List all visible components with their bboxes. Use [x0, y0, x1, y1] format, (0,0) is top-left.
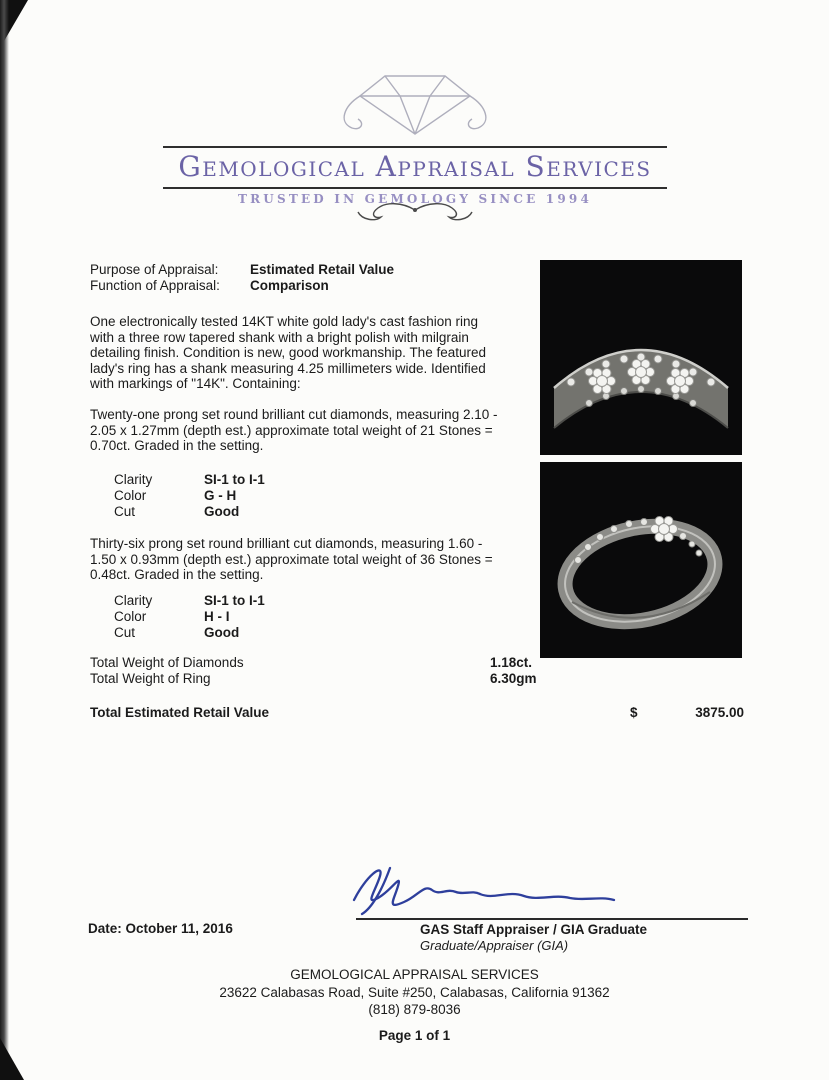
page-number: Page 1 of 1	[378, 1028, 451, 1043]
clarity-row	[114, 593, 265, 609]
retail-value-label: Total Estimated Retail Value	[90, 705, 270, 720]
color-label: Color	[114, 609, 147, 624]
total-diamonds-value: 1.18ct.	[490, 655, 533, 670]
clarity-value: SI-1 to I-1	[204, 593, 265, 608]
color-label: Color	[114, 488, 147, 503]
cut-row	[114, 504, 265, 520]
footer-contact-block	[0, 966, 829, 1019]
retail-value-amount: 3875.00	[695, 705, 744, 720]
cut-value: Good	[204, 504, 240, 519]
diamond-logo-icon	[300, 70, 530, 144]
appraisal-fields	[90, 262, 394, 294]
clarity-row	[114, 472, 265, 488]
stone-2-specs	[114, 593, 265, 641]
color-row	[114, 488, 265, 504]
purpose-value: Estimated Retail Value	[250, 262, 395, 277]
flourish-ornament-icon	[350, 199, 480, 223]
scan-edge-artifact	[0, 0, 9, 1080]
totals-labels	[90, 655, 244, 687]
item-description: One electronically tested 14KT white gold lady's cast fashion ring with a three row tapered shank with a bright polish with milgrain detailing finish. Condition is new, good workmanship. The featured lady's ring has a shank measuring 4.25 millimeters wide. Identified with markings of "14K". Containing:	[90, 314, 486, 392]
currency-symbol: $	[630, 705, 638, 720]
signature-line	[356, 918, 748, 920]
date: Date: October 11, 2016	[88, 921, 233, 936]
stone-1-description: Twenty-one prong set round brilliant cut diamonds, measuring 2.10 - 2.05 x 1.27mm (depth est.) approximate total weight of 21 Stones = 0.70ct. Graded in the setting.	[90, 407, 498, 454]
ring-side-illustration	[540, 462, 742, 658]
total-diamonds-label: Total Weight of Diamonds	[90, 655, 244, 670]
appraiser-subtitle: Graduate/Appraiser (GIA)	[420, 938, 569, 953]
stone-2-description: Thirty-six prong set round brilliant cut diamonds, measuring 1.60 - 1.50 x 0.93mm (depth est.) approximate total weight of 36 Stones = 0.48ct. Graded in the setting.	[90, 536, 493, 583]
appraiser-block	[420, 922, 647, 954]
clarity-label: Clarity	[114, 472, 153, 487]
total-ring-value: 6.30gm	[490, 671, 537, 686]
color-value: H - I	[204, 609, 230, 624]
cut-row	[114, 625, 265, 641]
footer-phone: (818) 879-8036	[368, 1002, 461, 1017]
color-row	[114, 609, 265, 625]
color-value: G - H	[204, 488, 237, 503]
cut-label: Cut	[114, 504, 136, 519]
totals-values	[490, 655, 537, 687]
purpose-label: Purpose of Appraisal:	[90, 262, 219, 277]
total-ring-label: Total Weight of Ring	[90, 671, 211, 686]
function-row	[90, 278, 394, 294]
cut-label: Cut	[114, 625, 136, 640]
function-label: Function of Appraisal:	[90, 278, 220, 293]
scan-corner-artifact	[0, 1038, 24, 1080]
purpose-row	[90, 262, 394, 278]
clarity-value: SI-1 to I-1	[204, 472, 265, 487]
org-tagline: TRUSTED IN GEMOLOGY SINCE 1994	[238, 192, 592, 206]
appraiser-signature	[338, 856, 638, 918]
ring-photo-front	[540, 260, 742, 455]
clarity-label: Clarity	[114, 593, 153, 608]
footer-org-name: GEMOLOGICAL APPRAISAL SERVICES	[290, 967, 539, 982]
function-value: Comparison	[250, 278, 329, 293]
cut-value: Good	[204, 625, 240, 640]
masthead	[163, 146, 667, 206]
stone-1-specs	[114, 472, 265, 520]
appraiser-title: GAS Staff Appraiser / GIA Graduate	[420, 922, 648, 937]
footer-address: 23622 Calabasas Road, Suite #250, Calabasas, California 91362	[219, 984, 610, 1000]
ring-front-illustration	[540, 260, 742, 455]
ring-photo-side	[540, 462, 742, 658]
org-title: Gemological Appraisal Services	[163, 146, 667, 189]
